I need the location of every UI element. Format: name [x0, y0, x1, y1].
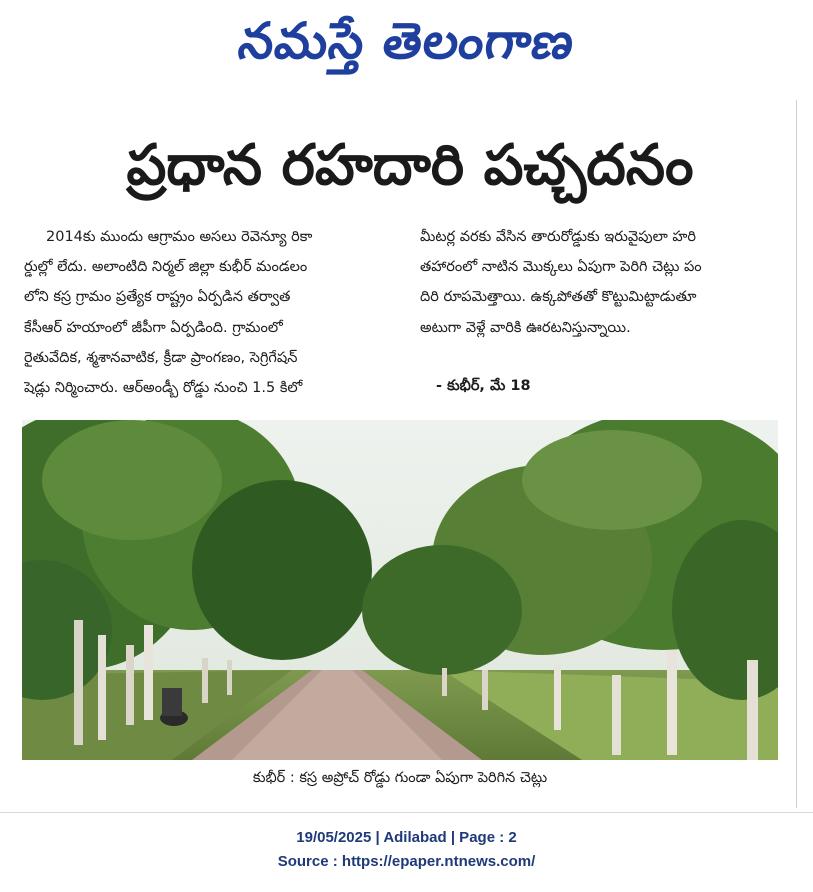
article-photo — [22, 420, 778, 760]
text-line: షెడ్లు నిర్మించారు. ఆర్అండ్బీ రోడ్డు నుంచి 1.5 కిలో — [24, 380, 303, 397]
text-line: తహారంలో నాటిన మొక్కలు ఏపుగా పెరిగి చెట్లు పం — [420, 259, 702, 276]
text-line: మీటర్ల వరకు వేసిన తారురోడ్డుకు ఇరువైపులా హరి — [420, 229, 696, 245]
text-line: దిరి రూపమెత్తాయి. ఉక్కపోతతో కొట్టుమిట్టాడుతూ — [420, 289, 697, 306]
text-line: రైతువేదిక, శ్మశానవాటిక, క్రీడా ప్రాంగణం, సెగ్రిగేషన్ — [24, 349, 298, 366]
text-line: కేసీఆర్ హయాంలో జీపీగా ఏర్పడింది. గ్రామంలో — [24, 319, 283, 336]
article-dateline: - కుభీర్, మే 18 — [436, 378, 531, 394]
article-column-right — [420, 222, 782, 343]
footer-source: Source : https://epaper.ntnews.com/ — [277, 853, 536, 870]
article-column-left — [24, 222, 386, 403]
text-line: ర్డుల్లో లేదు. అలాంటిది నిర్మల్ జిల్లా కుభీర్ మండలం — [24, 259, 308, 276]
footer-date-edition: 19/05/2025 | Adilabad | Page : 2 — [296, 829, 517, 846]
text-line: అటుగా వెళ్లే వారికి ఊరటనిస్తున్నాయి. — [420, 319, 631, 336]
masthead — [0, 4, 813, 82]
text-line: లోని కస్ర గ్రామం ప్రత్యేక రాష్ట్రం ఏర్పడిన తర్వాత — [24, 289, 291, 306]
footer-divider — [0, 812, 813, 813]
masthead-title: నమస్తే తెలంగాణ — [234, 12, 579, 70]
footer — [0, 826, 813, 874]
photo-caption: కుభీర్ : కస్ర అప్రోచ్ రోడ్డు గుండా ఏపుగా పెరిగిన చెట్లు — [252, 770, 548, 786]
text-line: 2014కు ముందు ఆగ్రామం అసలు రెవెన్యూ రికా — [46, 229, 313, 245]
article-headline: ప్రధాన రహదారి పచ్చదనం — [126, 133, 694, 198]
